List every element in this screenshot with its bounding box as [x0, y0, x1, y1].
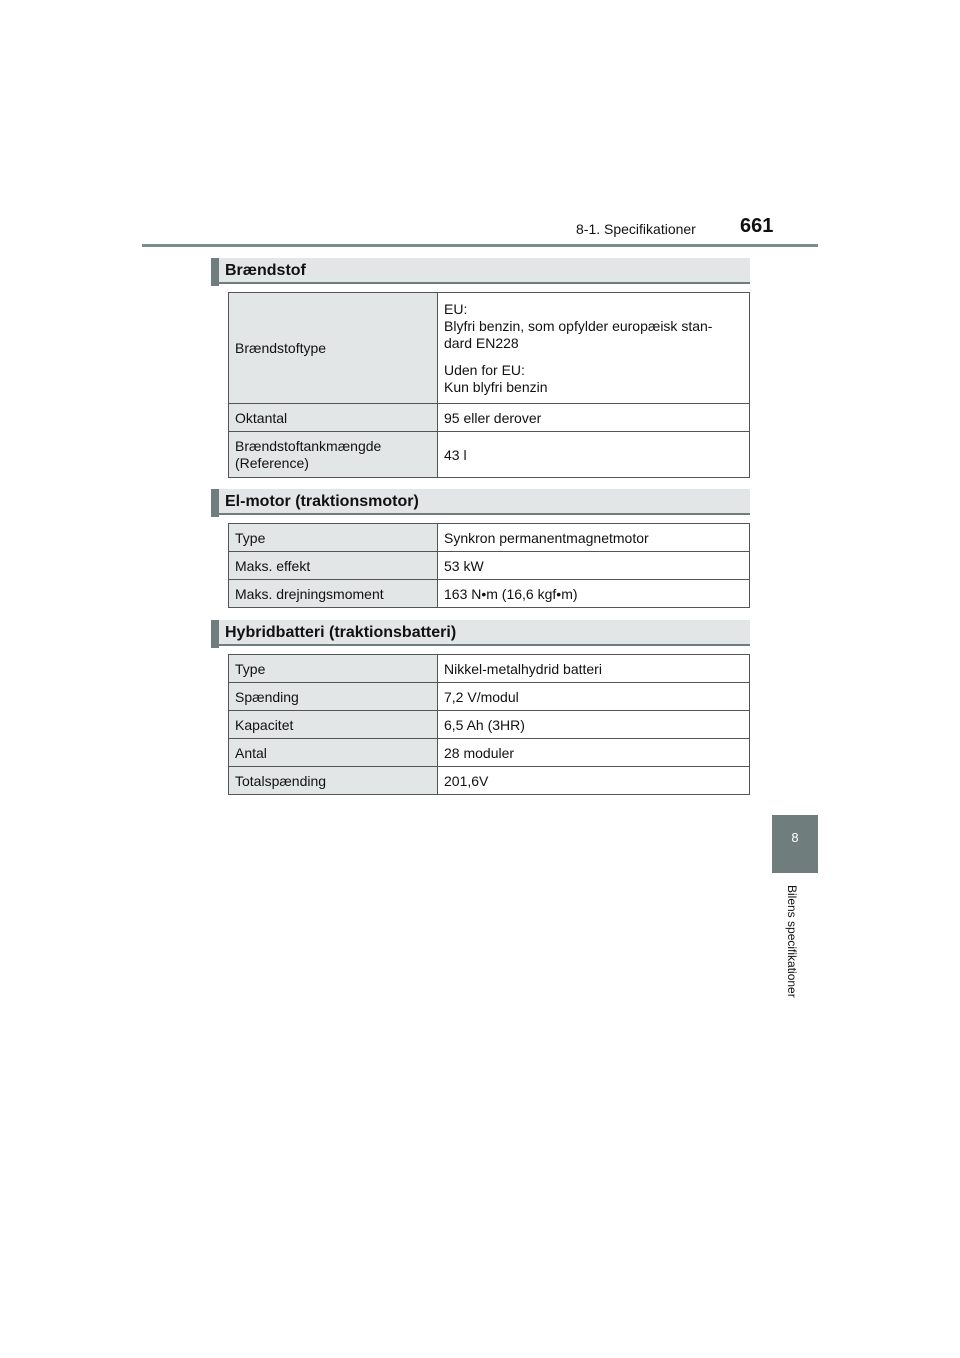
battery-table: [228, 654, 750, 795]
table-row: [229, 293, 750, 404]
eu-line-2: dard EN228: [444, 334, 519, 351]
table-row: [229, 655, 750, 683]
table-row: [229, 739, 750, 767]
heading-bar: [211, 489, 219, 517]
section-heading-motor: [211, 489, 750, 515]
row-label: Kapacitet: [229, 711, 438, 739]
row-value: Nikkel-metalhydrid batteri: [438, 655, 750, 683]
section-heading-fuel: [211, 258, 750, 284]
row-value: 201,6V: [438, 767, 750, 795]
row-label: Maks. drejningsmoment: [229, 580, 438, 608]
chapter-number: 8: [791, 830, 799, 845]
row-label: Spænding: [229, 683, 438, 711]
header-rule: [142, 244, 818, 247]
row-label: Type: [229, 655, 438, 683]
row-value: 53 kW: [438, 552, 750, 580]
fuel-table: [228, 292, 750, 478]
page-number: 661: [740, 215, 774, 237]
heading-bar: [211, 258, 219, 286]
row-label: [229, 432, 438, 478]
row-value: 7,2 V/modul: [438, 683, 750, 711]
heading-text: Hybridbatteri (traktionsbatteri): [225, 624, 457, 641]
section-title: 8-1. Specifikationer: [576, 221, 696, 237]
row-value: [438, 293, 750, 404]
table-row: [229, 432, 750, 478]
chapter-title: Bilens specifikationer: [785, 885, 799, 998]
table-row: [229, 683, 750, 711]
row-value: 28 moduler: [438, 739, 750, 767]
heading-text: El-motor (traktionsmotor): [225, 493, 419, 510]
motor-table: [228, 523, 750, 608]
row-label: Maks. effekt: [229, 552, 438, 580]
row-label: Type: [229, 524, 438, 552]
table-row: [229, 767, 750, 795]
row-label: Totalspænding: [229, 767, 438, 795]
eu-label: EU:: [444, 300, 468, 317]
row-value: Synkron permanentmagnetmotor: [438, 524, 750, 552]
row-label: Antal: [229, 739, 438, 767]
table-row: [229, 524, 750, 552]
heading-text: Brændstof: [225, 262, 306, 279]
table-row: [229, 580, 750, 608]
row-label: Brændstoftype: [229, 293, 438, 404]
label-line-1: Brændstoftankmængde: [235, 437, 382, 454]
table-row: [229, 552, 750, 580]
row-value: 6,5 Ah (3HR): [438, 711, 750, 739]
table-row: [229, 711, 750, 739]
row-value: 163 N•m (16,6 kgf•m): [438, 580, 750, 608]
row-value: 43 l: [438, 432, 750, 478]
noneu-label: Uden for EU:: [444, 361, 525, 378]
heading-bar: [211, 620, 219, 648]
noneu-text: Kun blyfri benzin: [444, 378, 548, 395]
label-line-2: (Reference): [235, 454, 309, 471]
row-value: 95 eller derover: [438, 404, 750, 432]
chapter-tab: [772, 815, 818, 873]
row-label: Oktantal: [229, 404, 438, 432]
table-row: [229, 404, 750, 432]
section-heading-battery: [211, 620, 750, 646]
eu-line-1: Blyfri benzin, som opfylder europæisk stan-: [444, 317, 713, 334]
